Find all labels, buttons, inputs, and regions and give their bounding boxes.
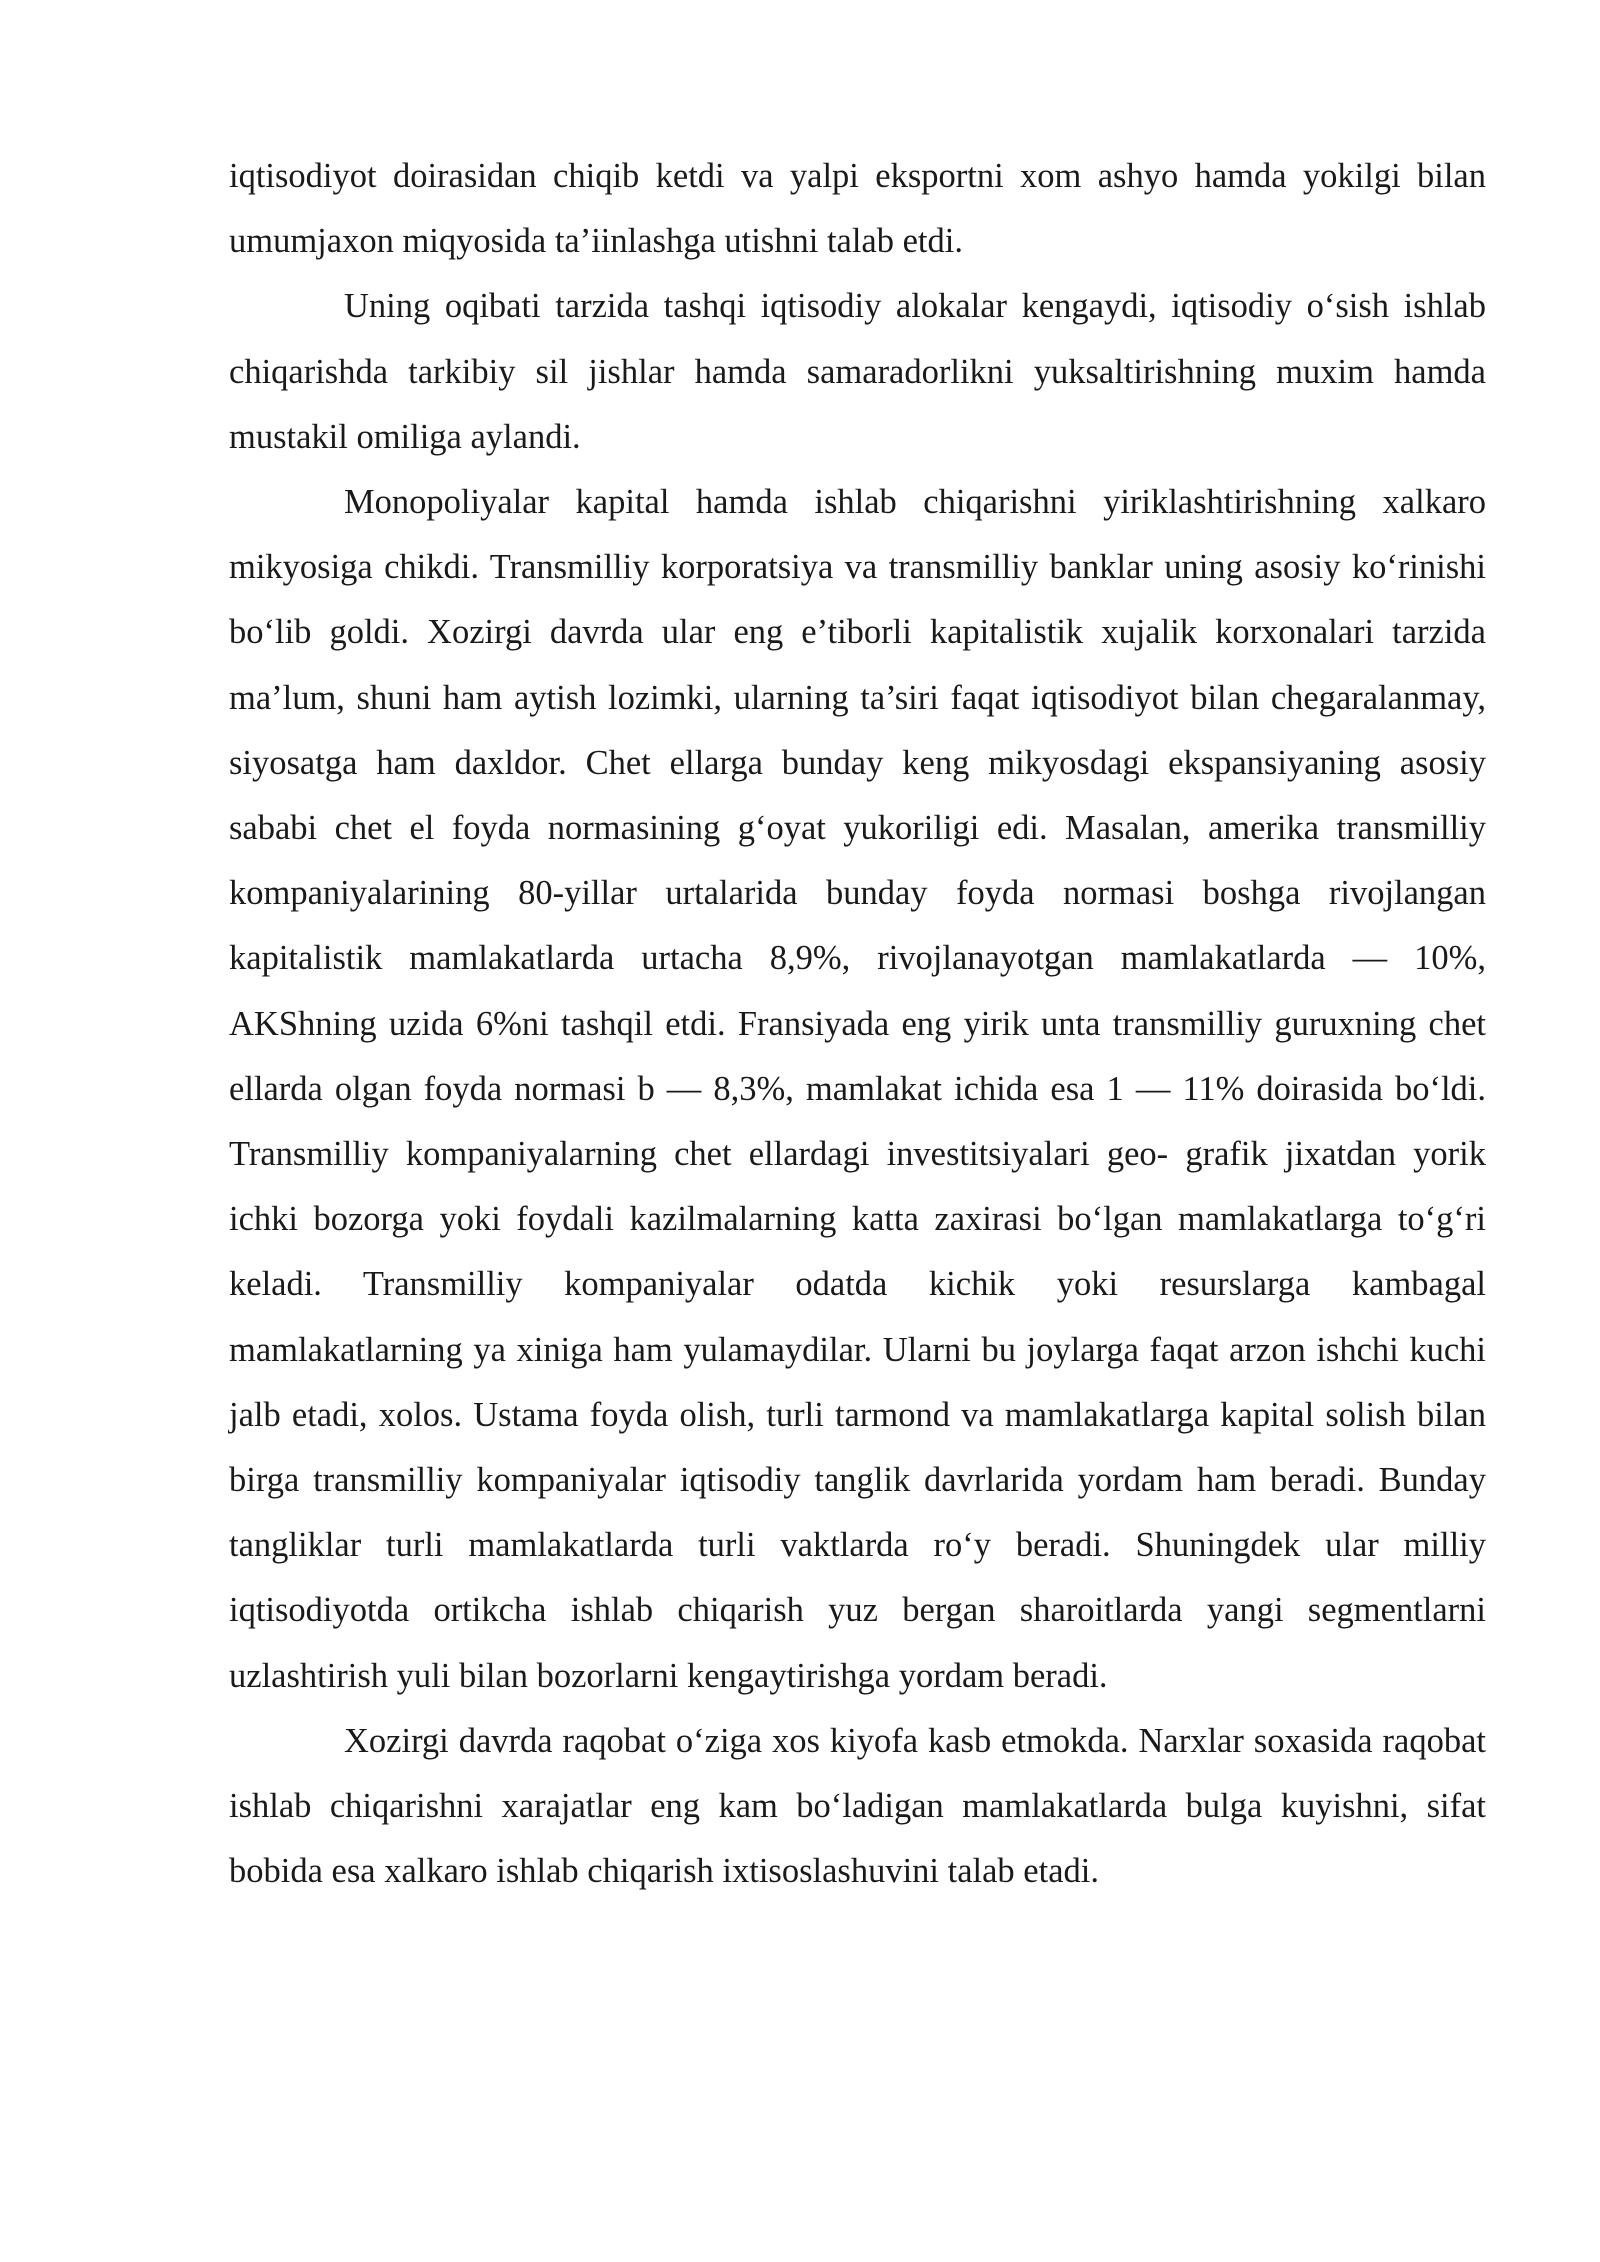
document-body xyxy=(229,144,1486,1904)
paragraph-3: Monopoliyalar kapital hamda ishlab chiqarishni yiriklashtirishning xalkaro mikyosiga chikdi. Transmilliy korporatsiya va transmilliy banklar uning asosiy ko‘rinishi bo‘lib goldi. Xozirgi davrda ular eng e’tiborli kapitalistik xujalik korxonalari tarzida ma’lum, shuni ham aytish lozimki, ularning ta’siri faqat iqtisodiyot bilan chegaralanmay, siyosatga ham daxldor. Chet ellarga bunday keng mikyosdagi ekspansiyaning asosiy sababi chet el foyda normasining g‘oyat yukoriligi edi. Masalan, amerika transmilliy kompaniyalarining 80-yillar urtalarida bunday foyda normasi boshga rivojlangan kapitalistik mamlakatlarda urtacha 8,9%, rivojlanayotgan mamlakatlarda — 10%, AKShning uzida 6%ni tashqil etdi. Fransiyada eng yirik unta transmilliy guruxning chet ellarda olgan foyda normasi b — 8,3%, mamlakat ichida esa 1 — 11% doirasida bo‘ldi. Transmilliy kompaniyalarning chet ellardagi investitsiyalari geo- grafik jixatdan yorik ichki bozorga yoki foydali kazilmalarning katta zaxirasi bo‘lgan mamlakatlarga to‘g‘ri keladi. Transmilliy kompaniyalar odatda kichik yoki resurslarga kambagal mamlakatlarning ya xiniga ham yulamaydilar. Ularni bu joylarga faqat arzon ishchi kuchi jalb etadi, xolos. Ustama foyda olish, turli tarmond va mamlakatlarga kapital solish bilan birga transmilliy kompaniyalar iqtisodiy tanglik davrlarida yordam ham beradi. Bunday tangliklar turli mamlakatlarda turli vaktlarda ro‘y beradi. Shuningdek ular milliy iqtisodiyotda ortikcha ishlab chiqarish yuz bergan sharoitlarda yangi segmentlarni uzlashtirish yuli bilan bozorlarni kengaytirishga yordam beradi. xyxy=(229,483,1486,1695)
paragraph-1: iqtisodiyot doirasidan chiqib ketdi va yalpi eksportni xom ashyo hamda yokilgi bilan umumjaxon miqyosida ta’iinlashga utishni talab etdi. xyxy=(229,157,1486,261)
paragraph-4: Xozirgi davrda raqobat o‘ziga xos kiyofa kasb etmokda. Narxlar soxasida raqobat ishlab chiqarishni xarajatlar eng kam bo‘ladigan mamlakatlarda bulga kuyishni, sifat bobida esa xalkaro ishlab chiqarish ixtisoslashuvini talab etadi. xyxy=(229,1721,1486,1891)
paragraph-2: Uning oqibati tarzida tashqi iqtisodiy alokalar kengaydi, iqtisodiy o‘sish ishlab chiqarishda tarkibiy sil jishlar hamda samaradorlikni yuksaltirishning muxim hamda mustakil omiliga aylandi. xyxy=(229,287,1486,456)
